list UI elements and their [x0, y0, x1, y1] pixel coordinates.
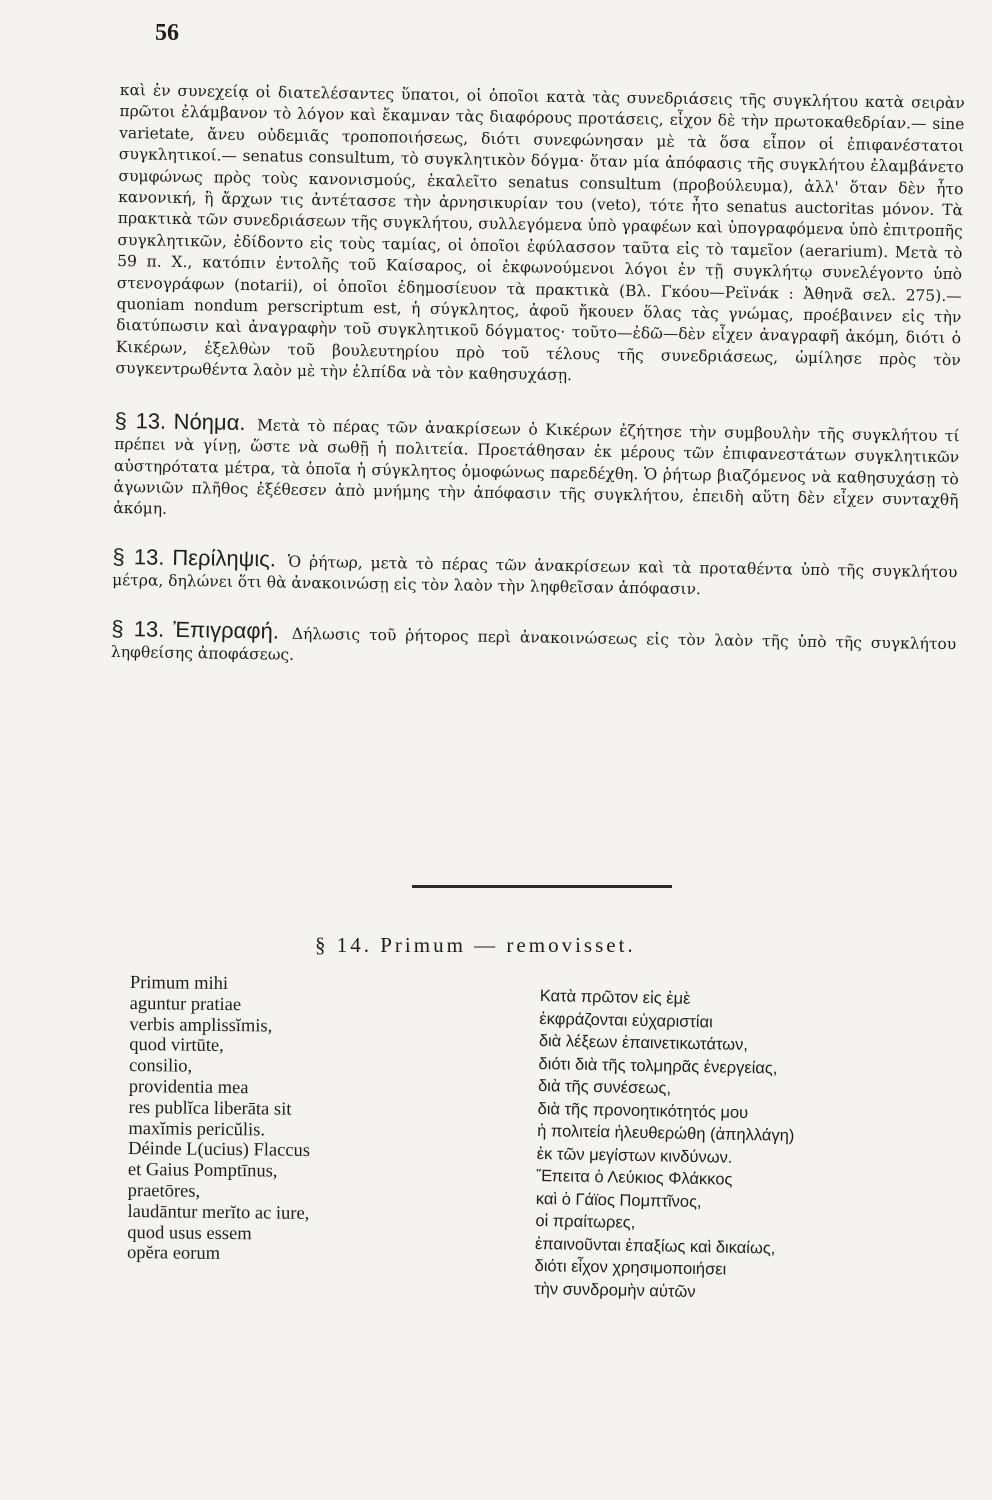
greek-line: Ἔπειτα ὁ Λεύκιος Φλάκκος	[536, 1166, 733, 1189]
latin-line: et Gaius Pomptīnus,	[127, 1160, 278, 1182]
paragraph-text: Ὁ ῥήτωρ, μετὰ τὸ πέρας τῶν ἀνακρίσεων καὶ τὰ προταθέντα ὑπὸ τῆς συγκλήτου μέτρα, δηλώνει ὅτι θὰ ἀνακοινώσῃ εἰς τὸν λαὸν τὴν ληφθεῖσαν ἀπόφασιν.	[112, 552, 958, 599]
latin-line: verbis amplissĭmis,	[129, 1014, 273, 1037]
greek-line: διὰ τῆς συνέσεως,	[537, 1076, 672, 1098]
latin-line: consilio,	[128, 1056, 193, 1077]
latin-line: maxĭmis pericŭlis.	[128, 1118, 266, 1141]
section-number: § 13.	[111, 615, 165, 642]
latin-line: res publĭca liberāta sit	[128, 1097, 292, 1120]
latin-line: quod virtūte,	[129, 1035, 224, 1057]
latin-line: opĕra eorum	[126, 1243, 221, 1265]
section-number: § 13.	[112, 543, 165, 570]
latin-line: Déinde L(ucius) Flaccus	[128, 1139, 311, 1162]
page-number: 56	[155, 20, 179, 46]
latin-line: praetōres,	[127, 1180, 201, 1202]
section-title: Περίληψις.	[172, 544, 277, 572]
latin-line: aguntur pratiae	[129, 993, 242, 1015]
section-number: § 13.	[114, 407, 167, 434]
greek-line: ἐκ τῶν μεγίστων κινδύνων.	[536, 1144, 733, 1167]
section-title: Νόημα.	[173, 408, 246, 435]
paragraph-text: Μετὰ τὸ πέρας τῶν ἀνακρίσεων ὁ Κικέρων ἐζήτησε τὴν συμβουλὴν τῆς συγκλήτου τί πρέπει νὰ γίνῃ, ὥστε νὰ σωθῇ ἡ πολιτεία. Προετάθησαν ἐκ μέρους τῶν ἐπιφανεστάτων συγκλητικῶν αὐστηρότατα μέτρα, τὰ ὁποῖα ἡ σύγκλητος ὁμοφώνως παρεδέχθη. Ὁ ῥήτωρ βιαζόμενος νὰ καθησυχάσῃ τὸ ἀγωνιῶν πλῆθος ἐξέθεσεν ἀπὸ μνήμης τὴν ἀπόφασιν τῆς συγκλήτου, ἐπειδὴ αὕτη δὲν εἶχεν συνταχθῆ ἀκόμη.	[113, 415, 960, 519]
commentary-paragraph	[115, 80, 965, 393]
greek-line: ἡ πολιτεία ἠλευθερώθη (ἀπηλλάγη)	[537, 1121, 795, 1145]
section-meaning	[113, 407, 960, 533]
greek-line: ἐκφράζονται εὐχαριστίαι	[539, 1009, 713, 1031]
latin-line: quod usus essem	[127, 1222, 252, 1244]
section-heading: § 14. Primum — removisset.	[315, 933, 636, 957]
latin-line: providentia mea	[128, 1076, 249, 1099]
greek-line: διότι εἶχον χρησιμοποιήσει	[534, 1256, 727, 1279]
section-summary	[112, 543, 958, 605]
greek-line: οἱ πραίτωρες,	[535, 1211, 636, 1232]
paragraph-text: καὶ ἐν συνεχείᾳ οἱ διατελέσαντες ὕπατοι, οἱ ὁποῖοι κατὰ τὰς συνεδριάσεις τῆς συγκλήτου κατὰ σειρὰν πρῶτοι ἐλάμβανον τὸ λόγον καὶ ἔκαμναν τὰς διαφόρους προτάσεις, εἶχον δὲ τὴν πρωτοκαθεδρίαν.— sine varietate, ἄνευ οὐδεμιᾶς τροποποιήσεως, διότι συνεφώνησαν μὲ τὰ ὅσα εἶπον οἱ ἐπιφανέστατοι συγκλητικοί.— senatus consultum, τὸ συγκλητικὸν δόγμα· ὅταν μία ἀπόφασις τῆς συγκλήτου ἐλαμβάνετο συμφώνως πρὸς τοὺς κανονισμούς, ἐκαλεῖτο senatus consultum (προβούλευμα), ἀλλ' ὅταν δὲν ἦτο κανονική, ἢ ἄρχων τις ἀντέτασσε τὴν ἀρνησικυρίαν του (veto), τότε ἦτο senatus auctoritas μόνον. Τὰ πρακτικὰ τῶν συνεδριάσεων τῆς συγκλήτου, συλλεγόμενα ὑπὸ γραφέων καὶ ὑπογραφόμενα ὑπὸ ἐπιτροπῆς συγκλητικῶν, ἐδίδοντο εἰς τοὺς ταμίας, οἱ ὁποῖοι ἐφύλασσον ταῦτα εἰς τὸ ταμεῖον (aerarium). Μετὰ τὸ 59 π. Χ., κατόπιν ἐντολῆς τοῦ Καίσαρος, οἱ ἐκφωνούμενοι λόγοι ἐν τῇ συγκλήτῳ συνελέγοντο ὑπὸ στενογράφων (notarii), οἱ ὁποῖοι ἐδημοσίευον τὰ πρακτικὰ (Βλ. Γκόου—Ρεϊνάκ : Ἀθηνᾶ σελ. 275).— quoniam nondum perscriptum est, ἡ σύγκλητος, ἀφοῦ ἤκουεν ὅλας τὰς γνώμας, προέβαινεν εἰς τὴν διατύπωσιν καὶ ἀναγραφὴν τοῦ συγκλητικοῦ δόγματος· τοῦτο—ἐδῶ—δὲν εἶχεν ἀναγραφῆ ἀκόμη, διότι ὁ Κικέρων, ἐξελθὼν τοῦ βουλευτηρίου πρὸ τοῦ τέλους τῆς συνεδριάσεως, ὡμίλησε πρὸς τὸν συγκεντρωθέντα λαὸν μὲ τὴν ἐλπίδα νὰ τὸν καθησυχάσῃ.	[115, 80, 965, 385]
latin-line: Primum mihi	[129, 973, 229, 995]
greek-line: ἐπαινοῦνται ἐπαξίως καὶ δικαίως,	[534, 1234, 776, 1258]
greek-line: τὴν συνδρομὴν αὐτῶν	[534, 1279, 696, 1301]
section-heading-note	[111, 617, 957, 676]
greek-translation-column	[534, 985, 970, 1308]
paragraph-text: Δήλωσις τοῦ ῥήτορος περὶ ἀνακοινώσεως εἰς τὸν λαὸν τῆς ὑπὸ τῆς συγκλήτου ληφθείσης ἀποφάσεως.	[110, 624, 957, 664]
greek-line: καὶ ὁ Γάϊος Πομπτῖνος,	[535, 1189, 702, 1211]
latin-line: laudāntur merĭto ac iure,	[127, 1201, 310, 1224]
divider-rule	[412, 885, 672, 888]
greek-line: Κατὰ πρῶτον εἰς ἐμὲ	[539, 986, 691, 1008]
greek-line: διὰ τῆς προνοητικότητός μου	[537, 1099, 749, 1122]
commentary-text	[110, 80, 964, 703]
latin-text-column	[127, 973, 460, 1268]
section-title: Ἐπιγραφή.	[173, 616, 280, 644]
greek-line: διὰ λέξεων ἐπαινετικωτάτων,	[538, 1031, 749, 1055]
greek-line: διότι διὰ τῆς τολμηρᾶς ἐνεργείας,	[538, 1054, 778, 1078]
